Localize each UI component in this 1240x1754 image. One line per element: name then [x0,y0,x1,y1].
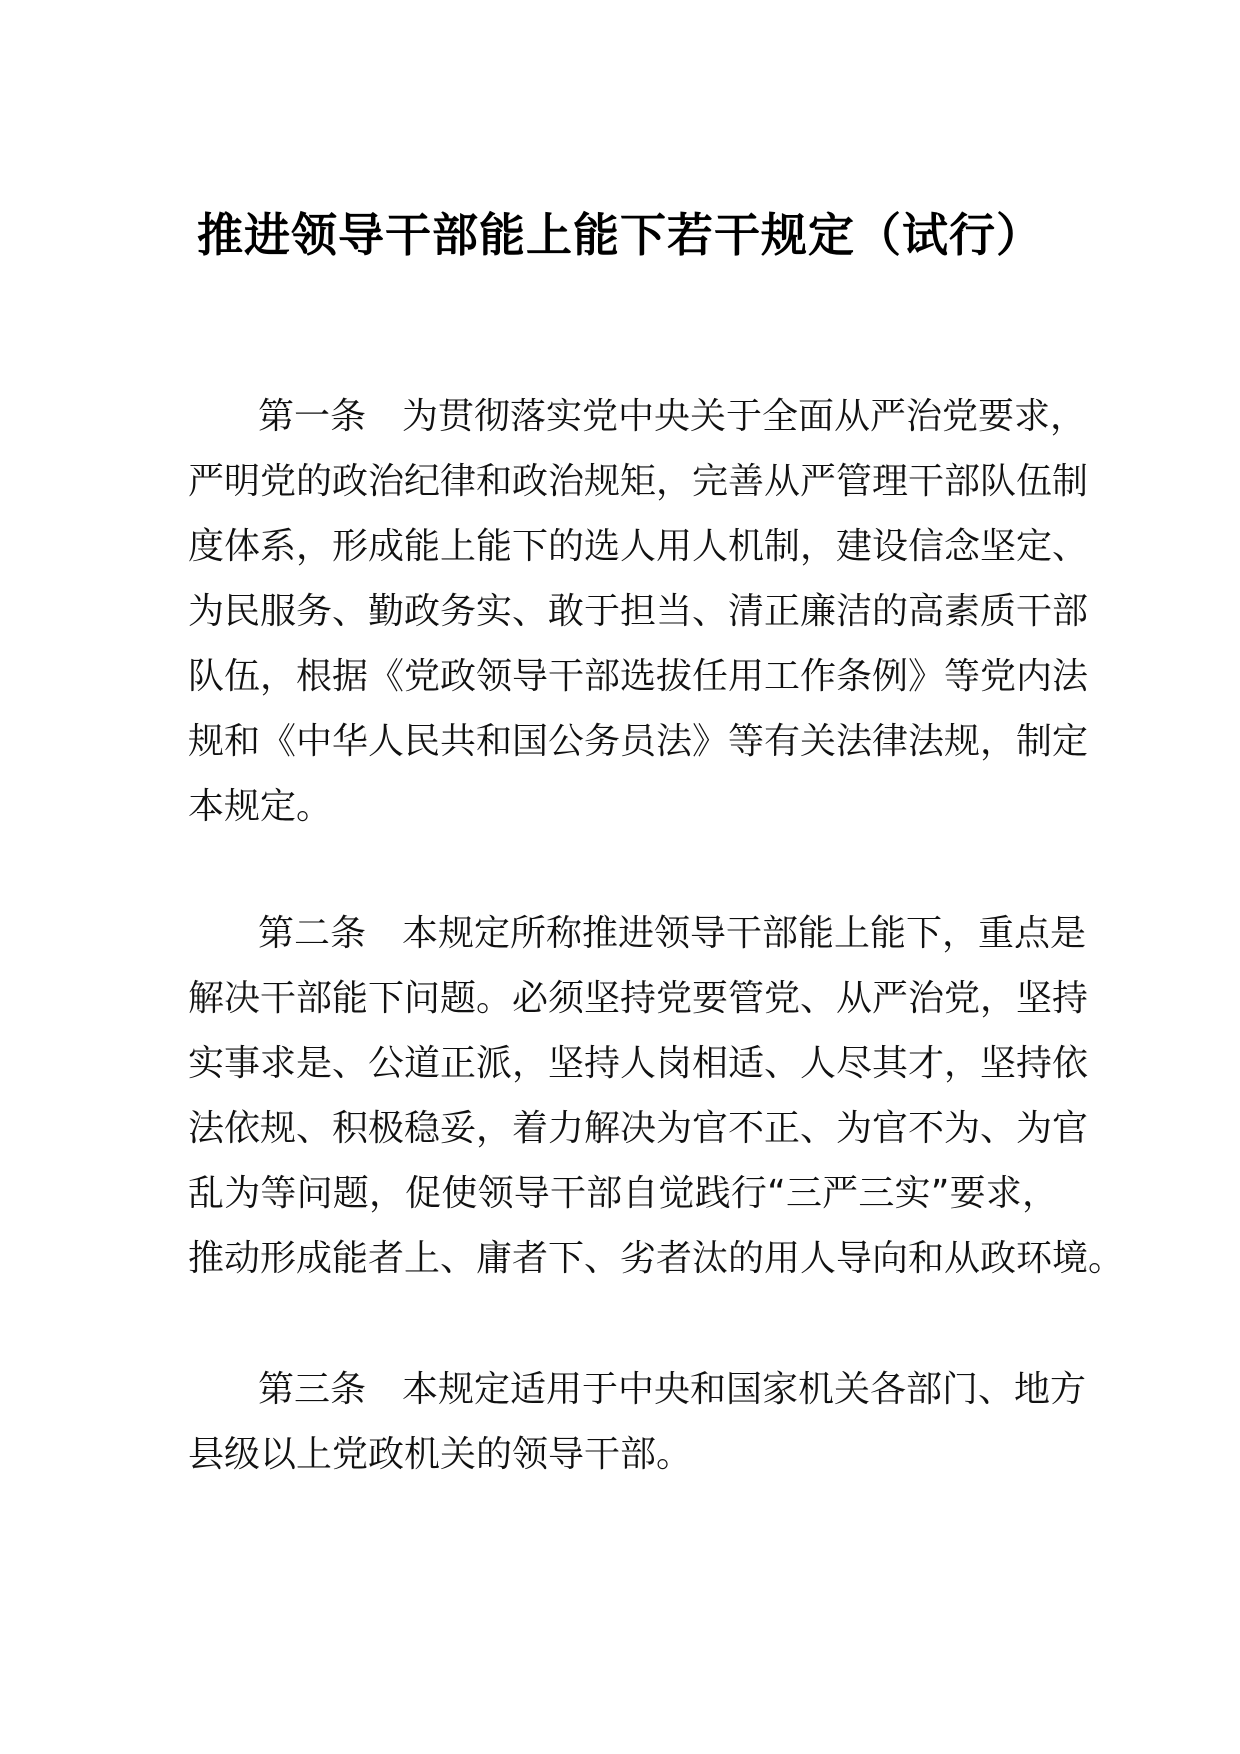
article-line: 县级以上党政机关的领导干部。 [188,1434,693,1475]
article-line: 乱为等问题，促使领导干部自觉践行“三严三实”要求， [188,1173,1058,1214]
article-line: 推动形成能者上、庸者下、劣者汰的用人导向和从政环境。 [188,1238,1125,1279]
article-2 [188,901,1125,1291]
article-line: 队伍，根据《党政领导干部选拔任用工作条例》等党内法 [188,656,1089,697]
article-line: 第三条 本规定适用于中央和国家机关各部门、地方 [258,1369,1087,1410]
article-line: 实事求是、公道正派，坚持人岗相适、人尽其才，坚持依 [188,1043,1089,1084]
article-line: 第二条 本规定所称推进领导干部能上能下，重点是 [258,913,1087,954]
article-line: 第一条 为贯彻落实党中央关于全面从严治党要求， [258,396,1087,437]
article-line: 规和《中华人民共和国公务员法》等有关法律法规，制定 [188,721,1089,762]
article-line: 本规定。 [188,786,333,827]
article-line: 解决干部能下问题。必须坚持党要管党、从严治党，坚持 [188,978,1089,1019]
article-line: 严明党的政治纪律和政治规矩，完善从严管理干部队伍制 [188,461,1089,502]
article-3 [188,1357,1087,1487]
article-1 [188,384,1089,839]
article-line: 为民服务、勤政务实、敢于担当、清正廉洁的高素质干部 [188,591,1089,632]
article-line: 法依规、积极稳妥，着力解决为官不正、为官不为、为官 [188,1108,1089,1149]
article-line: 度体系，形成能上能下的选人用人机制，建设信念坚定、 [188,526,1089,567]
document-title: 推进领导干部能上能下若干规定（试行） [197,208,1043,262]
